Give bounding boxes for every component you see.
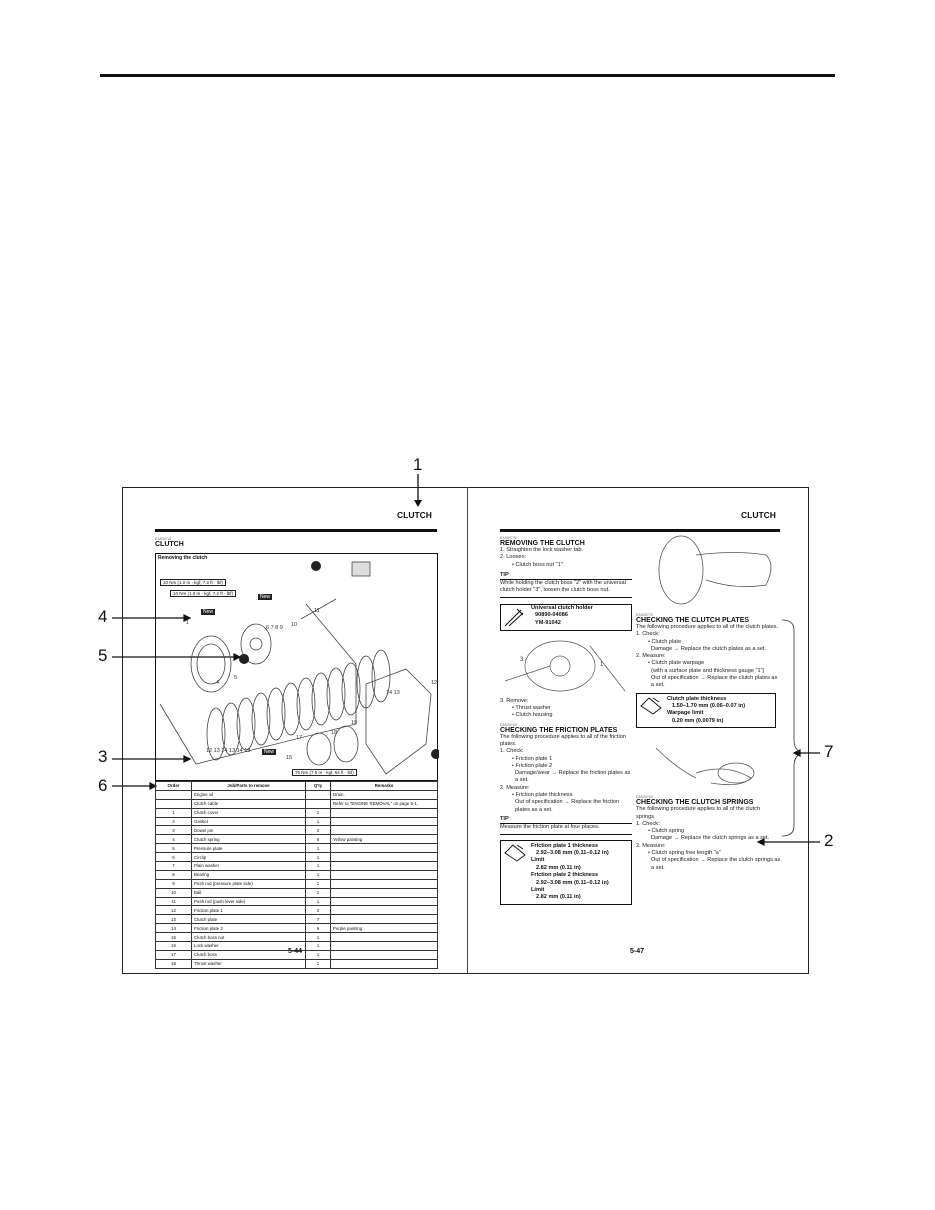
step-detail: (with a surface plate and thickness gauge "1") bbox=[651, 667, 765, 674]
table-row bbox=[156, 915, 438, 924]
part-cell: Dowel pin bbox=[192, 826, 306, 835]
torque-label: 10 Nm (1.0 m · kgf, 7.2 ft · lbf) bbox=[160, 579, 226, 586]
page-number-right: 5-47 bbox=[630, 948, 645, 955]
table-row bbox=[156, 933, 438, 942]
remarks-cell bbox=[331, 879, 438, 888]
section-title: CHECKING THE CLUTCH PLATES bbox=[636, 617, 750, 624]
section-code: EAS30744 bbox=[636, 795, 653, 800]
tool-icon bbox=[503, 607, 525, 628]
step-item: • Clutch spring bbox=[648, 828, 685, 835]
section-code: EAS30742 bbox=[500, 536, 517, 540]
table-row bbox=[156, 826, 438, 835]
svg-text:12: 12 bbox=[431, 680, 438, 686]
svg-text:3: 3 bbox=[520, 656, 524, 663]
step-detail: Out of specification → Replace the friction plates as a set. bbox=[515, 799, 620, 813]
part-cell: Push rod (pressure plate side) bbox=[192, 879, 306, 888]
torque-label: 75 Nm (7.5 m · kgf, 54 ft · lbf) bbox=[292, 769, 357, 776]
table-row bbox=[156, 808, 438, 817]
callout-2: 2 bbox=[824, 831, 834, 850]
step-item: • Clutch spring free length "a" bbox=[648, 850, 721, 857]
step: 2. Measure: bbox=[500, 784, 530, 791]
svg-text:1: 1 bbox=[186, 620, 190, 626]
table-row bbox=[156, 906, 438, 915]
svg-text:14 13: 14 13 bbox=[386, 690, 400, 696]
spec-label: Limit bbox=[531, 857, 545, 864]
order-cell: 16 bbox=[156, 942, 192, 951]
order-cell: 17 bbox=[156, 950, 192, 959]
remarks-cell bbox=[331, 959, 438, 968]
qty-cell: 6 bbox=[306, 835, 331, 844]
spec-value: 2.82 mm (0.11 in) bbox=[536, 894, 581, 901]
svg-text:6 7 8 9: 6 7 8 9 bbox=[266, 625, 283, 631]
exploded-diagram bbox=[155, 553, 438, 781]
order-cell: 13 bbox=[156, 915, 192, 924]
right-column bbox=[636, 530, 781, 872]
clutch-holder-illustration bbox=[500, 636, 632, 698]
order-cell: 8 bbox=[156, 870, 192, 879]
spec-value: 2.92–3.08 mm (0.11–0.12 in) bbox=[536, 849, 609, 856]
order-cell: 10 bbox=[156, 888, 192, 897]
spec-label: Friction plate 1 thickness bbox=[531, 842, 599, 849]
spec-value: 1.50–1.70 mm (0.06–0.07 in) bbox=[672, 703, 746, 710]
step-detail: Damage → Replace the clutch plates as a set. bbox=[651, 645, 767, 652]
qty-cell: 2 bbox=[306, 906, 331, 915]
intro-text: The following procedure applies to all of the clutch plates. bbox=[636, 624, 779, 630]
step: 2. Measure: bbox=[636, 653, 666, 660]
step-item: • Clutch boss nut "1" bbox=[512, 561, 563, 568]
section-title: CLUTCH bbox=[155, 541, 184, 548]
tip-label: TIP bbox=[500, 572, 632, 580]
part-cell: Clutch spring bbox=[192, 835, 306, 844]
spec-label: Limit bbox=[531, 886, 545, 893]
spec-value: 2.82 mm (0.11 in) bbox=[536, 864, 581, 871]
tip-text: While holding the clutch boss "2" with the universal clutch holder "3", loosen the clutch boss nut. bbox=[500, 580, 632, 598]
col-header: Remarks bbox=[331, 782, 438, 791]
svg-text:12 13 14 13 14 13: 12 13 14 13 14 13 bbox=[206, 748, 251, 754]
step: 1. Check: bbox=[636, 820, 660, 827]
remarks-cell bbox=[331, 870, 438, 879]
new-part-badge: New bbox=[260, 594, 271, 600]
order-cell bbox=[156, 799, 192, 808]
table-row bbox=[156, 924, 438, 933]
new-part-badge: New bbox=[203, 609, 214, 615]
part-cell: Ball bbox=[192, 888, 306, 897]
remarks-cell bbox=[331, 853, 438, 862]
table-row bbox=[156, 799, 438, 808]
remarks-cell bbox=[331, 906, 438, 915]
order-cell: 4 bbox=[156, 835, 192, 844]
order-cell: 18 bbox=[156, 959, 192, 968]
clutch-plate-illustration bbox=[636, 530, 781, 608]
part-cell: Clutch cable bbox=[192, 799, 306, 808]
qty-cell: 1 bbox=[306, 853, 331, 862]
left-column bbox=[500, 536, 632, 905]
remarks-cell bbox=[331, 808, 438, 817]
remarks-cell bbox=[331, 826, 438, 835]
spec-box bbox=[500, 840, 632, 905]
svg-text:5: 5 bbox=[234, 675, 238, 681]
spec-box bbox=[636, 693, 776, 729]
part-cell: Friction plate 2 bbox=[192, 924, 306, 933]
page-number-left: 5-44 bbox=[288, 948, 303, 955]
step: 1. Straighten the lock washer tab. bbox=[500, 547, 584, 553]
measure-icon bbox=[503, 843, 527, 863]
tip-label: TIP bbox=[500, 816, 632, 824]
tool-number: 90890-04086 bbox=[535, 612, 568, 619]
callout-1: 1 bbox=[413, 455, 423, 474]
qty-cell: 1 bbox=[306, 817, 331, 826]
section-title: CHECKING THE FRICTION PLATES bbox=[500, 726, 618, 734]
part-cell: Friction plate 1 bbox=[192, 906, 306, 915]
step-item: • Friction plate 2 bbox=[512, 762, 553, 769]
callout-7: 7 bbox=[824, 742, 834, 761]
part-cell: Circlip bbox=[192, 853, 306, 862]
remarks-cell: Drain. bbox=[331, 790, 438, 799]
remarks-cell bbox=[331, 897, 438, 906]
qty-cell: 1 bbox=[306, 959, 331, 968]
left-header-rule bbox=[155, 529, 437, 532]
remarks-cell bbox=[331, 844, 438, 853]
tool-box bbox=[500, 604, 632, 631]
step: 2. Measure: bbox=[636, 842, 666, 849]
part-cell: Clutch boss bbox=[192, 950, 306, 959]
order-cell: 7 bbox=[156, 862, 192, 871]
part-cell: Push rod (push lever side) bbox=[192, 897, 306, 906]
step: 1. Check: bbox=[636, 631, 660, 638]
step-item: • Clutch housing bbox=[512, 712, 553, 719]
step-item: • Clutch plate bbox=[648, 638, 682, 645]
section-code: EAS30743 bbox=[500, 722, 517, 727]
remarks-cell: Refer to "ENGINE REMOVAL" on page 5-1. bbox=[331, 799, 438, 808]
table-row bbox=[156, 879, 438, 888]
table-row bbox=[156, 817, 438, 826]
svg-text:17: 17 bbox=[296, 735, 303, 741]
section-title: REMOVING THE CLUTCH bbox=[500, 540, 585, 547]
clutch-parts-drawing bbox=[156, 554, 439, 782]
spec-label: Clutch plate thickness bbox=[667, 695, 727, 702]
tool-name: Universal clutch holder bbox=[531, 604, 593, 611]
callout-3: 3 bbox=[98, 747, 108, 766]
order-cell: 3 bbox=[156, 826, 192, 835]
part-cell: Plain washer bbox=[192, 862, 306, 871]
step-item: • Friction plate thickness bbox=[512, 792, 573, 799]
table-row bbox=[156, 835, 438, 844]
step-item: • Thrust washer bbox=[512, 705, 551, 712]
svg-text:18: 18 bbox=[331, 730, 338, 736]
measure-icon bbox=[639, 696, 663, 716]
part-cell: Clutch cover bbox=[192, 808, 306, 817]
svg-text:1: 1 bbox=[600, 661, 604, 668]
part-cell: Thrust washer bbox=[192, 959, 306, 968]
step: 1. Check: bbox=[500, 748, 524, 755]
table-row bbox=[156, 870, 438, 879]
spec-label: Friction plate 2 thickness bbox=[531, 872, 599, 879]
order-cell: 15 bbox=[156, 933, 192, 942]
step-detail: Out of specification → Replace the clutch springs as a set. bbox=[651, 857, 781, 871]
table-header-row bbox=[156, 782, 438, 791]
qty-cell: 1 bbox=[306, 888, 331, 897]
part-cell: Gasket bbox=[192, 817, 306, 826]
spec-value: 0.20 mm (0.0079 in) bbox=[672, 717, 724, 724]
callout-6: 6 bbox=[98, 776, 108, 795]
qty-cell: 1 bbox=[306, 897, 331, 906]
step-detail: Damage → Replace the clutch springs as a set. bbox=[651, 835, 770, 842]
remarks-cell bbox=[331, 915, 438, 924]
table-row bbox=[156, 790, 438, 799]
left-page-header: CLUTCH bbox=[397, 510, 432, 520]
svg-text:19: 19 bbox=[351, 720, 358, 726]
remarks-cell bbox=[331, 933, 438, 942]
svg-text:4: 4 bbox=[216, 680, 220, 686]
section-code: EAS30770 bbox=[636, 613, 653, 617]
part-cell: Bearing bbox=[192, 870, 306, 879]
order-cell: 11 bbox=[156, 897, 192, 906]
part-cell: Lock washer bbox=[192, 942, 306, 951]
tip-text: Measure the friction plate at four places. bbox=[500, 824, 632, 834]
right-page-header: CLUTCH bbox=[741, 510, 776, 520]
part-cell: Clutch plate bbox=[192, 915, 306, 924]
spec-value: 2.92–3.08 mm (0.11–0.12 in) bbox=[536, 879, 609, 886]
table-row bbox=[156, 888, 438, 897]
qty-cell: 2 bbox=[306, 826, 331, 835]
table-row bbox=[156, 897, 438, 906]
order-cell: 1 bbox=[156, 808, 192, 817]
qty-cell: 1 bbox=[306, 933, 331, 942]
step: 2. Loosen: bbox=[500, 554, 527, 561]
order-cell bbox=[156, 790, 192, 799]
intro-text: The following procedure applies to all of the friction plates. bbox=[500, 733, 626, 747]
col-header: Q'ty bbox=[306, 782, 331, 791]
remarks-cell: Yellow painting bbox=[331, 835, 438, 844]
torque-label: 10 Nm (1.0 m · kgf, 7.2 ft · lbf) bbox=[170, 590, 236, 597]
order-cell: 2 bbox=[156, 817, 192, 826]
order-cell: 5 bbox=[156, 844, 192, 853]
step-detail: Out of specification → Replace the clutch plates as a set. bbox=[651, 675, 778, 689]
remarks-cell bbox=[331, 942, 438, 951]
qty-cell bbox=[306, 790, 331, 799]
part-cell: Clutch boss nut bbox=[192, 933, 306, 942]
table-row bbox=[156, 844, 438, 853]
spec-label: Warpage limit bbox=[667, 710, 704, 717]
parts-table-wrapper bbox=[155, 781, 438, 969]
remarks-cell bbox=[331, 950, 438, 959]
part-cell: Pressure plate bbox=[192, 844, 306, 853]
remarks-cell bbox=[331, 817, 438, 826]
step-detail: Damage/wear → Replace the friction plates as a set. bbox=[515, 770, 631, 784]
remarks-cell bbox=[331, 888, 438, 897]
remarks-cell: Purple painting bbox=[331, 924, 438, 933]
svg-text:10: 10 bbox=[291, 622, 298, 628]
callout-4: 4 bbox=[98, 607, 108, 626]
qty-cell: 1 bbox=[306, 862, 331, 871]
section-title: CHECKING THE CLUTCH SPRINGS bbox=[636, 799, 754, 807]
step-item: • Friction plate 1 bbox=[512, 755, 553, 762]
order-cell: 14 bbox=[156, 924, 192, 933]
order-cell: 9 bbox=[156, 879, 192, 888]
step: 3. Remove: bbox=[500, 697, 529, 704]
clutch-spring-illustration bbox=[636, 728, 781, 790]
qty-cell: 1 bbox=[306, 870, 331, 879]
part-cell: Engine oil bbox=[192, 790, 306, 799]
qty-cell: 1 bbox=[306, 808, 331, 817]
table-row bbox=[156, 959, 438, 968]
step-item: • Clutch plate warpage bbox=[648, 660, 705, 667]
qty-cell: 6 bbox=[306, 924, 331, 933]
table-row bbox=[156, 853, 438, 862]
qty-cell: 1 bbox=[306, 950, 331, 959]
qty-cell: 1 bbox=[306, 942, 331, 951]
callout-5: 5 bbox=[98, 646, 108, 665]
qty-cell: 7 bbox=[306, 915, 331, 924]
col-header: Order bbox=[156, 782, 192, 791]
diagram-title: Removing the clutch bbox=[158, 555, 208, 561]
intro-text: The following procedure applies to all of the clutch springs. bbox=[636, 806, 761, 820]
section-code: EAS30741 bbox=[155, 537, 172, 541]
qty-cell: 1 bbox=[306, 879, 331, 888]
qty-cell: 1 bbox=[306, 844, 331, 853]
svg-text:11: 11 bbox=[314, 608, 320, 614]
svg-text:15: 15 bbox=[286, 755, 293, 761]
table-row bbox=[156, 862, 438, 871]
remarks-cell bbox=[331, 862, 438, 871]
order-cell: 12 bbox=[156, 906, 192, 915]
col-header: Job/Parts to remove bbox=[192, 782, 306, 791]
parts-table bbox=[155, 781, 438, 969]
order-cell: 6 bbox=[156, 853, 192, 862]
tool-number: YM-91042 bbox=[535, 619, 561, 626]
new-part-badge: New bbox=[264, 749, 275, 755]
qty-cell bbox=[306, 799, 331, 808]
